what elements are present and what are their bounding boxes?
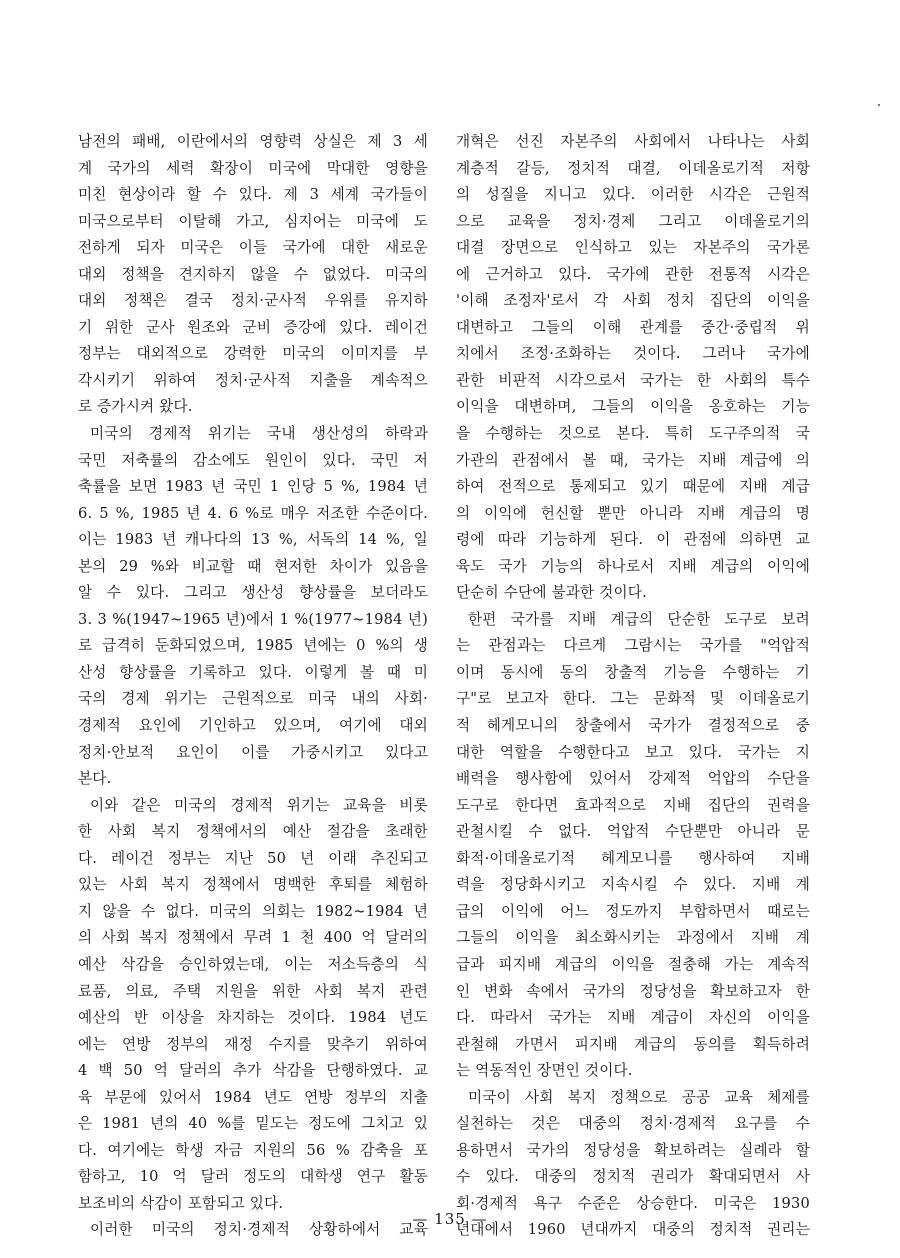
text-line: 대한 역할을 수행한다고 보고 있다. 국가는 지 bbox=[456, 743, 810, 761]
text-line: 3. 3 %(1947~1965 년)에서 1 %(1977~1984 년) bbox=[78, 610, 428, 628]
text-line: 기 위한 군사 원조와 군비 증강에 있다. 레이건 bbox=[78, 318, 428, 336]
text-line: 을 수행하는 것으로 본다. 특히 도구주의적 국 bbox=[456, 425, 810, 443]
text-line: 지 않을 수 없다. 미국의 의회는 1982~1984 년 bbox=[78, 902, 428, 920]
left-text-column bbox=[78, 129, 428, 1244]
text-line: 육도 국가 기능의 하나로서 지배 계급의 이익에 bbox=[456, 557, 810, 575]
text-line: 급과 피지배 계급의 이익을 절충해 가는 계속적 bbox=[456, 955, 810, 973]
text-line: 령에 따라 기능하게 된다. 이 관점에 의하면 교 bbox=[456, 531, 810, 549]
text-line: 6. 5 %, 1985 년 4. 6 %로 매우 저조한 수준이다. bbox=[78, 504, 428, 522]
text-line: 하여 전적으로 통제되고 있기 때문에 지배 계급 bbox=[456, 478, 810, 496]
text-line: 경제적 요인에 기인하고 있으며, 여기에 대외 bbox=[78, 717, 428, 735]
text-line: 관철해 가면서 피지배 계급의 동의를 획득하려 bbox=[456, 1035, 810, 1053]
text-line: 대변하고 그들의 이해 관계를 중간·중립적 위 bbox=[456, 318, 810, 336]
text-line: 배력을 행사함에 있어서 강제적 억압의 수단을 bbox=[456, 770, 810, 788]
text-line: 으로 교육을 정치·경제 그리고 이데올로기의 bbox=[456, 212, 810, 230]
text-line: 대결 장면으로 인식하고 있는 자본주의 국가론 bbox=[456, 239, 810, 257]
text-line: 의 성질을 지니고 있다. 이러한 시각은 근원적 bbox=[456, 186, 810, 204]
text-line: 도구로 한다면 효과적으로 지배 집단의 권력을 bbox=[456, 796, 810, 814]
text-line: 미국이 사회 복지 정책으로 공공 교육 체제를 bbox=[468, 1088, 810, 1106]
text-line: 정치·안보적 요인이 이를 가중시키고 있다고 bbox=[78, 743, 428, 761]
text-line: '이해 조정자'로서 각 사회 정치 집단의 이익을 bbox=[456, 292, 810, 310]
text-line: 이익을 대변하며, 그들의 이익을 옹호하는 기능 bbox=[456, 398, 810, 416]
text-line: 한 사회 복지 정책에서의 예산 절감을 초래한 bbox=[78, 823, 428, 841]
text-line: 알 수 있다. 그리고 생산성 향상률을 보더라도 bbox=[78, 584, 428, 602]
text-line: 각시키기 위하여 정치·군사적 지출을 계속적으 bbox=[78, 371, 428, 389]
text-line: 용하면서 국가의 정당성을 확보하려는 실례라 할 bbox=[456, 1141, 810, 1159]
text-line: 4 백 50 억 달러의 추가 삭감을 단행하였다. 교 bbox=[78, 1062, 428, 1080]
text-line: 본의 29 %와 비교할 때 현저한 차이가 있음을 bbox=[78, 557, 428, 575]
text-line: 개혁은 선진 자본주의 사회에서 나타나는 사회 bbox=[456, 133, 810, 150]
text-line: 이는 1983 년 캐나다의 13 %, 서독의 14 %, 일 bbox=[78, 531, 428, 549]
text-line: 관한 비판적 시각으로서 국가는 한 사회의 특수 bbox=[456, 371, 810, 389]
text-line: 예산의 반 이상을 차지하는 것이다. 1984 년도 bbox=[78, 1009, 428, 1027]
text-line: 로 급격히 둔화되었으며, 1985 년에는 0 %의 생 bbox=[78, 637, 428, 655]
text-line: 미국으로부터 이탈해 가고, 심지어는 미국에 도 bbox=[78, 212, 428, 230]
text-line: 가관의 관점에서 볼 때, 국가는 지배 계급에 의 bbox=[456, 451, 810, 469]
text-line: 전하게 되자 미국은 이들 국가에 대한 새로운 bbox=[78, 239, 428, 257]
text-line: 는 관점과는 다르게 그람시는 국가를 "억압적 bbox=[456, 637, 810, 655]
text-line: 이며 동시에 동의 창출적 기능을 수행하는 기 bbox=[456, 663, 810, 681]
text-line: 적 헤게모니의 창출에서 국가가 결정적으로 중 bbox=[456, 717, 810, 735]
text-line: 실천하는 것은 대중의 정치·경제적 요구를 수 bbox=[456, 1115, 810, 1133]
text-line: 정부는 대외적으로 강력한 미국의 이미지를 부 bbox=[78, 345, 428, 363]
text-line: 국의 경제 위기는 근원적으로 미국 내의 사회· bbox=[78, 690, 428, 708]
text-line: 남전의 패배, 이란에서의 영향력 상실은 제 3 세 bbox=[78, 133, 428, 150]
text-line: 력을 정당화시키고 지속시킬 수 있다. 지배 계 bbox=[456, 876, 810, 894]
text-line: 대외 정책을 견지하지 않을 수 없었다. 미국의 bbox=[78, 265, 428, 283]
text-line: 에 근거하고 있다. 국가에 관한 전통적 시각은 bbox=[456, 265, 810, 283]
text-line: 이러한 미국의 정치·경제적 상황하에서 교육 bbox=[90, 1221, 428, 1239]
text-line: 화적·이데올로기적 헤게모니를 행사하여 지배 bbox=[456, 849, 810, 867]
text-line: 국민 저축률의 감소에도 원인이 있다. 국민 저 bbox=[78, 451, 428, 469]
text-line: 다. 따라서 국가는 지배 계급이 자신의 이익을 bbox=[456, 1009, 810, 1027]
text-line: 다. 여기에는 학생 자금 지원의 56 % 감축을 포 bbox=[78, 1141, 428, 1159]
text-line: 로 증가시켜 왔다. bbox=[78, 398, 193, 416]
text-line: 년대에서 1960 년대까지 대중의 정치적 권리는 bbox=[456, 1221, 810, 1239]
text-line: 축률을 보면 1983 년 국민 1 인당 5 %, 1984 년 bbox=[78, 478, 428, 496]
text-line: 계 국가의 세력 확장이 미국에 막대한 영향을 bbox=[78, 159, 428, 177]
text-line: 의 사회 복지 정책에서 무려 1 천 400 억 달러의 bbox=[78, 929, 428, 947]
text-line: 에는 연방 정부의 재정 수지를 맞추기 위하여 bbox=[78, 1035, 428, 1053]
text-line: 다. 레이건 정부는 지난 50 년 이래 추진되고 bbox=[78, 849, 428, 867]
scan-speck bbox=[878, 104, 880, 106]
text-line: 산성 향상률을 기록하고 있다. 이렇게 볼 때 미 bbox=[78, 663, 428, 681]
text-line: 있는 사회 복지 정책에서 명백한 후퇴를 체험하 bbox=[78, 876, 428, 894]
text-line: 급의 이익에 어느 정도까지 부합하면서 때로는 bbox=[456, 902, 810, 920]
text-line: 은 1981 년의 40 %를 밑도는 정도에 그치고 있 bbox=[78, 1115, 428, 1133]
text-line: 본다. bbox=[78, 770, 112, 788]
text-line: 의 이익에 헌신할 뿐만 아니라 지배 계급의 명 bbox=[456, 504, 810, 522]
text-line: 예산 삭감을 승인하였는데, 이는 저소득층의 식 bbox=[78, 955, 428, 973]
text-line: 보조비의 삭감이 포함되고 있다. bbox=[78, 1194, 284, 1212]
text-line: 이와 같은 미국의 경제적 위기는 교육을 비롯 bbox=[90, 796, 428, 814]
page-number: — 135 — bbox=[412, 1210, 488, 1228]
text-line: 수 있다. 대중의 정치적 권리가 확대되면서 사 bbox=[456, 1168, 810, 1186]
text-line: 회·경제적 욕구 수준은 상승한다. 미국은 1930 bbox=[456, 1194, 810, 1212]
text-line: 관철시킬 수 없다. 억압적 수단뿐만 아니라 문 bbox=[456, 823, 810, 841]
text-line: 그들의 이익을 최소화시키는 과정에서 지배 계 bbox=[456, 929, 810, 947]
text-line: 한편 국가를 지배 계급의 단순한 도구로 보려 bbox=[468, 610, 810, 628]
text-line: 미국의 경제적 위기는 국내 생산성의 하락과 bbox=[90, 425, 428, 443]
text-line: 인 변화 속에서 국가의 정당성을 확보하고자 한 bbox=[456, 982, 810, 1000]
text-line: 함하고, 10 억 달러 정도의 대학생 연구 활동 bbox=[78, 1168, 428, 1186]
text-line: 료품, 의료, 주택 지원을 위한 사회 복지 관련 bbox=[78, 982, 428, 1000]
text-line: 미친 현상이라 할 수 있다. 제 3 세계 국가들이 bbox=[78, 186, 428, 204]
text-line: 육 부문에 있어서 1984 년도 연방 정부의 지출 bbox=[78, 1088, 428, 1106]
right-text-column bbox=[456, 129, 810, 1244]
text-line: 치에서 조정·조화하는 것이다. 그러나 국가에 bbox=[456, 345, 810, 363]
text-line: 계층적 갈등, 정치적 대결, 이데올로기적 저항 bbox=[456, 159, 810, 177]
text-line: 대외 정책은 결국 정치·군사적 우위를 유지하 bbox=[78, 292, 428, 310]
text-line: 는 역동적인 장면인 것이다. bbox=[456, 1062, 633, 1080]
text-line: 단순히 수단에 불과한 것이다. bbox=[456, 584, 647, 602]
text-line: 구"로 보고자 한다. 그는 문화적 및 이데올로기 bbox=[456, 690, 810, 708]
